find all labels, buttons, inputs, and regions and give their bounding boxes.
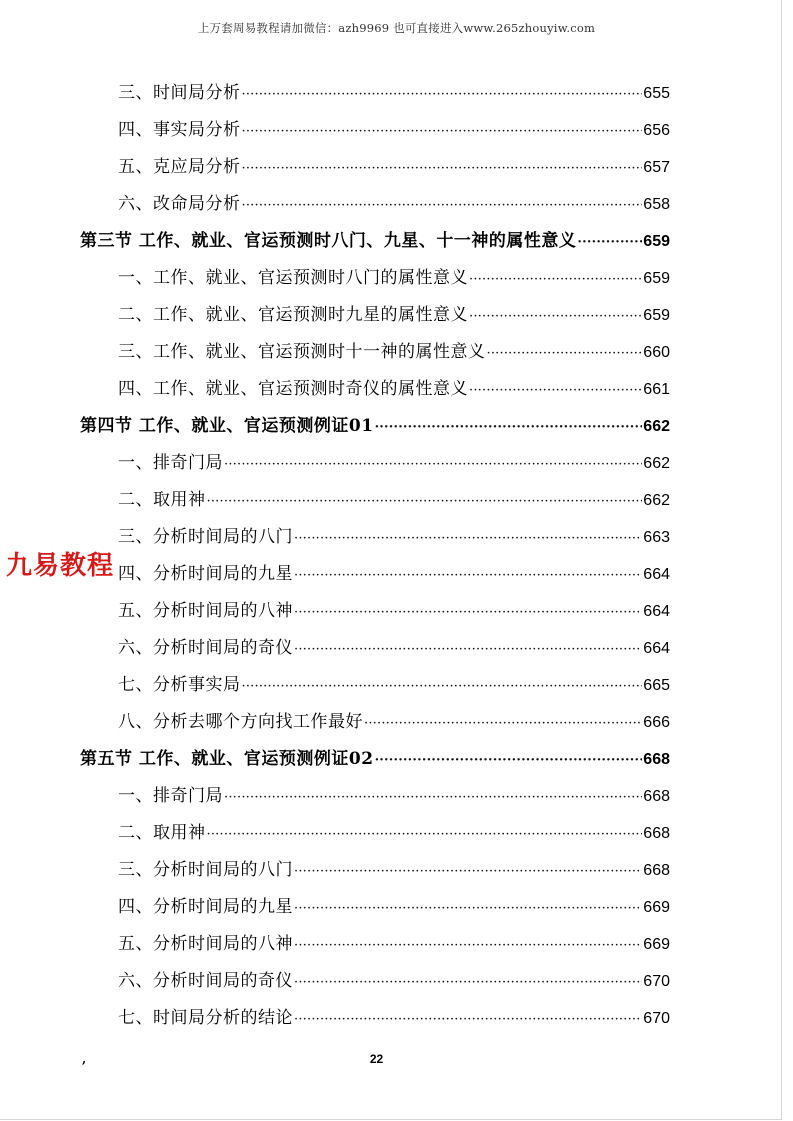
toc-dot-leader — [224, 790, 642, 805]
toc-entry[interactable] — [0, 442, 793, 479]
toc-dot-leader — [469, 272, 642, 287]
toc-entry-page: 662 — [643, 492, 670, 509]
toc-entry-page: 664 — [643, 640, 670, 657]
toc-dot-leader — [242, 161, 643, 176]
toc-entry-page: 668 — [643, 862, 670, 879]
toc-entry-title: 三、时间局分析 — [118, 83, 241, 103]
toc-entry[interactable] — [0, 590, 793, 627]
toc-dot-leader — [207, 494, 643, 509]
toc-dot-leader — [487, 346, 643, 361]
toc-entry-page: 668 — [643, 751, 670, 768]
toc-entry[interactable] — [0, 960, 793, 997]
toc-entry-title: 八、分析去哪个方向找工作最好 — [118, 712, 363, 732]
toc-dot-leader — [294, 1012, 642, 1027]
toc-entry[interactable] — [0, 886, 793, 923]
toc-entry-title: 七、时间局分析的结论 — [118, 1008, 293, 1028]
toc-entry[interactable] — [0, 109, 793, 146]
toc-entry-page: 660 — [643, 344, 670, 361]
toc-entry-title: 第三节 工作、就业、官运预测时八门、九星、十一神的属性意义 — [80, 231, 577, 251]
toc-entry-page: 659 — [643, 233, 670, 250]
toc-section-entry[interactable] — [0, 220, 793, 257]
toc-entry-title: 第五节 工作、就业、官运预测例证02 — [80, 749, 374, 769]
toc-entry[interactable] — [0, 331, 793, 368]
toc-entry-page: 665 — [643, 677, 670, 694]
toc-entry[interactable] — [0, 997, 793, 1034]
toc-entry-page: 669 — [643, 899, 670, 916]
toc-entry-title: 一、排奇门局 — [118, 453, 223, 473]
toc-entry-page: 663 — [643, 529, 670, 546]
toc-dot-leader — [577, 235, 642, 250]
toc-section-entry[interactable] — [0, 405, 793, 442]
toc-entry-page: 662 — [643, 455, 670, 472]
toc-entry-title: 三、分析时间局的八门 — [118, 860, 293, 880]
toc-entry-page: 658 — [643, 196, 670, 213]
toc-entry-title: 四、分析时间局的九星 — [118, 564, 293, 584]
toc-entry-title: 四、事实局分析 — [118, 120, 241, 140]
toc-entry[interactable] — [0, 183, 793, 220]
toc-entry-page: 656 — [643, 122, 670, 139]
toc-entry-page: 659 — [643, 307, 670, 324]
toc-dot-leader — [242, 679, 643, 694]
toc-dot-leader — [294, 864, 642, 879]
toc-entry-page: 662 — [643, 418, 670, 435]
toc-dot-leader — [242, 198, 643, 213]
toc-entry-page: 657 — [643, 159, 670, 176]
toc-dot-leader — [294, 605, 642, 620]
toc-entry-title: 二、取用神 — [118, 823, 206, 843]
toc-entry-title: 六、分析时间局的奇仪 — [118, 971, 293, 991]
footer-mark: , — [82, 1052, 87, 1066]
toc-entry[interactable] — [0, 294, 793, 331]
toc-entry[interactable] — [0, 479, 793, 516]
toc-section-entry[interactable] — [0, 738, 793, 775]
toc-dot-leader — [375, 753, 643, 768]
toc-entry-page: 669 — [643, 936, 670, 953]
toc-entry-title: 三、工作、就业、官运预测时十一神的属性意义 — [118, 342, 486, 362]
toc-entry-title: 四、工作、就业、官运预测时奇仪的属性意义 — [118, 379, 468, 399]
toc-dot-leader — [294, 901, 642, 916]
toc-entry-title: 四、分析时间局的九星 — [118, 897, 293, 917]
toc-entry[interactable] — [0, 701, 793, 738]
toc-entry-title: 六、分析时间局的奇仪 — [118, 638, 293, 658]
toc-entry[interactable] — [0, 368, 793, 405]
toc-dot-leader — [375, 420, 643, 435]
toc-entry-page: 670 — [643, 1010, 670, 1027]
toc-dot-leader — [207, 827, 643, 842]
toc-dot-leader — [294, 568, 642, 583]
toc-entry-page: 668 — [643, 825, 670, 842]
toc-entry-title: 五、分析时间局的八神 — [118, 934, 293, 954]
toc-dot-leader — [364, 716, 642, 731]
toc-entry-title: 五、分析时间局的八神 — [118, 601, 293, 621]
toc-entry-title: 二、工作、就业、官运预测时九星的属性意义 — [118, 305, 468, 325]
toc-dot-leader — [294, 642, 642, 657]
toc-entry[interactable] — [0, 849, 793, 886]
toc-dot-leader — [294, 975, 642, 990]
toc-entry-page: 670 — [643, 973, 670, 990]
toc-entry-page: 659 — [643, 270, 670, 287]
toc-dot-leader — [242, 87, 643, 102]
toc-entry[interactable] — [0, 812, 793, 849]
toc-dot-leader — [469, 309, 642, 324]
toc-entry[interactable] — [0, 146, 793, 183]
toc-entry-page: 666 — [643, 714, 670, 731]
toc-entry-page: 664 — [643, 566, 670, 583]
toc-dot-leader — [469, 383, 642, 398]
toc-entry[interactable] — [0, 516, 793, 553]
toc-dot-leader — [242, 124, 643, 139]
toc-dot-leader — [224, 457, 642, 472]
toc-entry[interactable] — [0, 72, 793, 109]
toc-entry-title: 三、分析时间局的八门 — [118, 527, 293, 547]
toc-entry-page: 664 — [643, 603, 670, 620]
toc-entry-title: 一、工作、就业、官运预测时八门的属性意义 — [118, 268, 468, 288]
toc-entry-page: 661 — [643, 381, 670, 398]
toc-entry-title: 二、取用神 — [118, 490, 206, 510]
toc-entry[interactable] — [0, 553, 793, 590]
toc-dot-leader — [294, 531, 642, 546]
toc-entry-title: 第四节 工作、就业、官运预测例证01 — [80, 416, 374, 436]
toc-entry[interactable] — [0, 664, 793, 701]
toc-entry-title: 一、排奇门局 — [118, 786, 223, 806]
watermark-logo: 九易教程 — [6, 551, 115, 581]
toc-entry-title: 六、改命局分析 — [118, 194, 241, 214]
toc-entry-title: 七、分析事实局 — [118, 675, 241, 695]
toc-entry-page: 655 — [643, 85, 670, 102]
page-header-notice: 上万套周易教程请加微信：azh9969 也可直接进入www.265zhouyiw.com — [197, 21, 596, 35]
page-number: 22 — [369, 1052, 384, 1066]
toc-entry-page: 668 — [643, 788, 670, 805]
toc-entry[interactable] — [0, 775, 793, 812]
toc-entry[interactable] — [0, 627, 793, 664]
toc-entry[interactable] — [0, 257, 793, 294]
toc-entry-title: 五、克应局分析 — [118, 157, 241, 177]
toc-entry[interactable] — [0, 923, 793, 960]
toc-dot-leader — [294, 938, 642, 953]
